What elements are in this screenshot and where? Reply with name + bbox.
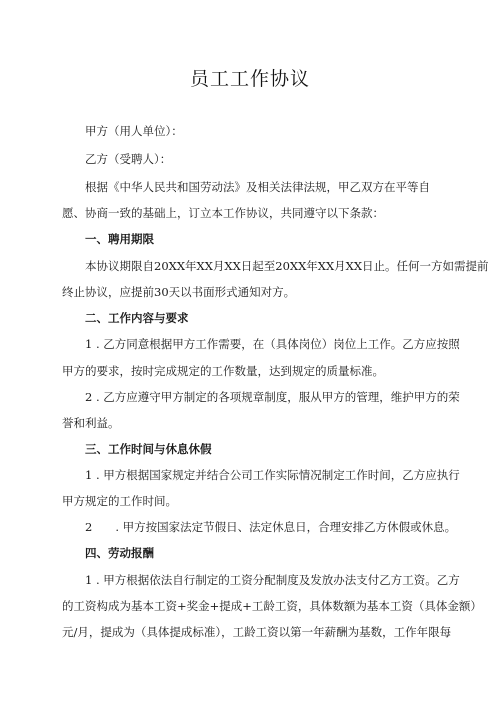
section-line: 终止协议，应提前30天以书面形式通知对方。 <box>62 285 296 299</box>
section-line: 甲方的要求，按时完成规定的工作数量，达到规定的质量标准。 <box>62 364 384 378</box>
section-line: 甲方规定的工作时间。 <box>62 494 177 508</box>
section-line: 元/月，提成为（具体提成标准），工龄工资以第一年薪酬为基数，工作年限每 <box>62 625 452 639</box>
party-a-line: 甲方（用人单位）： <box>85 124 183 138</box>
document-title: 员工工作协议 <box>189 68 310 90</box>
section-line: 1 . 甲方根据国家规定并结合公司工作实际情况制定工作时间，乙方应执行 <box>85 468 460 482</box>
section-line: 本协议期限自20XX年XX月XX日起至20XX年XX月XX日止。任何一方如需提前 <box>85 259 489 273</box>
section-line: 1 . 乙方同意根据甲方工作需要，在（具体岗位）岗位上工作。乙方应按照 <box>85 337 460 351</box>
section-heading-term: 一、聘用期限 <box>85 232 154 246</box>
intro-line-2: 愿、协商一致的基础上，订立本工作协议，共同遵守以下条款： <box>62 206 384 220</box>
intro-line-1: 根据《中华人民共和国劳动法》及相关法律法规，甲乙双方在平等自 <box>85 180 430 194</box>
party-b-line: 乙方（受聘人）： <box>85 152 172 166</box>
section-heading-pay: 四、劳动报酬 <box>85 546 154 560</box>
section-line: 2 . 甲方按国家法定节假日、法定休息日，合理安排乙方休假或休息。 <box>85 520 457 534</box>
section-heading-hours: 三、工作时间与休息休假 <box>85 442 212 456</box>
section-heading-duties: 二、工作内容与要求 <box>85 311 189 325</box>
section-line: 的工资构成为基本工资+奖金+提成+工龄工资，具体数额为基本工资（具体金额） <box>62 599 482 613</box>
section-line: 1 . 甲方根据依法自行制定的工资分配制度及发放办法支付乙方工资。乙方 <box>85 573 460 587</box>
section-line: 誉和利益。 <box>62 416 120 430</box>
section-line: 2 . 乙方应遵守甲方制定的各项规章制度，服从甲方的管理，维护甲方的荣 <box>85 390 460 404</box>
